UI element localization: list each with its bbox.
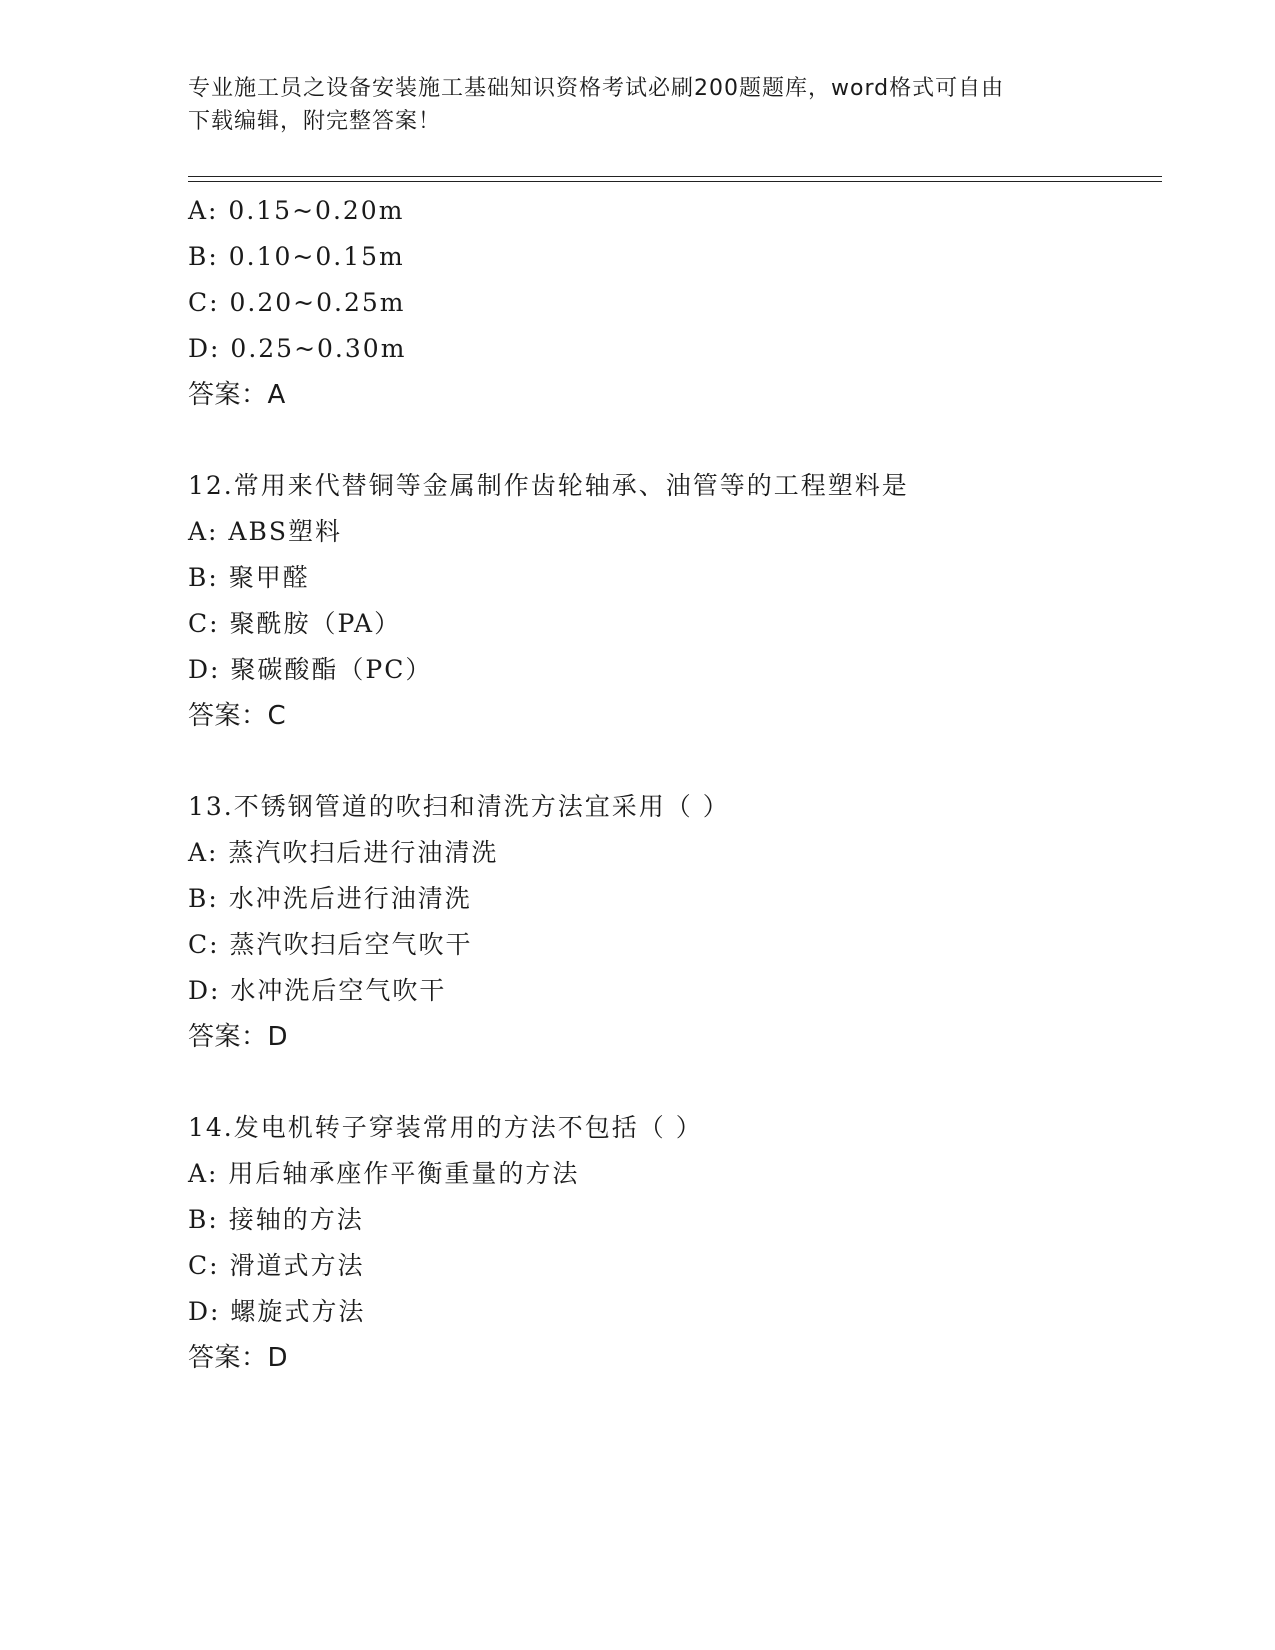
spacer — [188, 739, 1148, 784]
option-b: B: 水冲洗后进行油清洗 — [188, 884, 472, 913]
header-divider-top — [188, 176, 1162, 177]
option-c: C: 聚酰胺（PA） — [188, 609, 402, 638]
question-stem: 13.不锈钢管道的吹扫和清洗方法宜采用（ ） — [188, 792, 730, 821]
answer-line: 答案：A — [188, 380, 286, 410]
option-d: D: 水冲洗后空气吹干 — [188, 976, 447, 1005]
option-b: B: 0.10~0.15m — [188, 242, 405, 271]
option-b: B: 接轴的方法 — [188, 1205, 364, 1234]
option-d: D: 螺旋式方法 — [188, 1297, 366, 1326]
answer-line: 答案：D — [188, 1022, 289, 1052]
spacer — [188, 418, 1148, 463]
option-c: C: 蒸汽吹扫后空气吹干 — [188, 930, 473, 959]
option-d: D: 0.25~0.30m — [188, 334, 407, 363]
option-a: A: 蒸汽吹扫后进行油清洗 — [188, 838, 499, 867]
option-b: B: 聚甲醛 — [188, 563, 310, 592]
question-14 — [188, 1105, 1148, 1381]
header-divider-bottom — [188, 181, 1162, 182]
answer-line: 答案：C — [188, 701, 287, 731]
document-header — [188, 72, 1068, 138]
option-a: A: 用后轴承座作平衡重量的方法 — [188, 1159, 580, 1188]
document-body — [188, 188, 1148, 1381]
spacer — [188, 1060, 1148, 1105]
option-c: C: 滑道式方法 — [188, 1251, 365, 1280]
question-13 — [188, 784, 1148, 1060]
header-line-1: 专业施工员之设备安装施工基础知识资格考试必刷200题题库，word格式可自由 — [188, 76, 1005, 101]
question-12 — [188, 463, 1148, 739]
question-stem: 12.常用来代替铜等金属制作齿轮轴承、油管等的工程塑料是 — [188, 471, 909, 500]
option-d: D: 聚碳酸酯（PC） — [188, 655, 433, 684]
question-stem: 14.发电机转子穿装常用的方法不包括（ ） — [188, 1113, 703, 1142]
option-a: A: ABS塑料 — [188, 517, 342, 546]
answer-line: 答案：D — [188, 1343, 289, 1373]
option-a: A: 0.15~0.20m — [188, 196, 405, 225]
option-c: C: 0.20~0.25m — [188, 288, 406, 317]
header-line-2: 下载编辑，附完整答案！ — [188, 109, 442, 134]
question-11-partial — [188, 188, 1148, 418]
